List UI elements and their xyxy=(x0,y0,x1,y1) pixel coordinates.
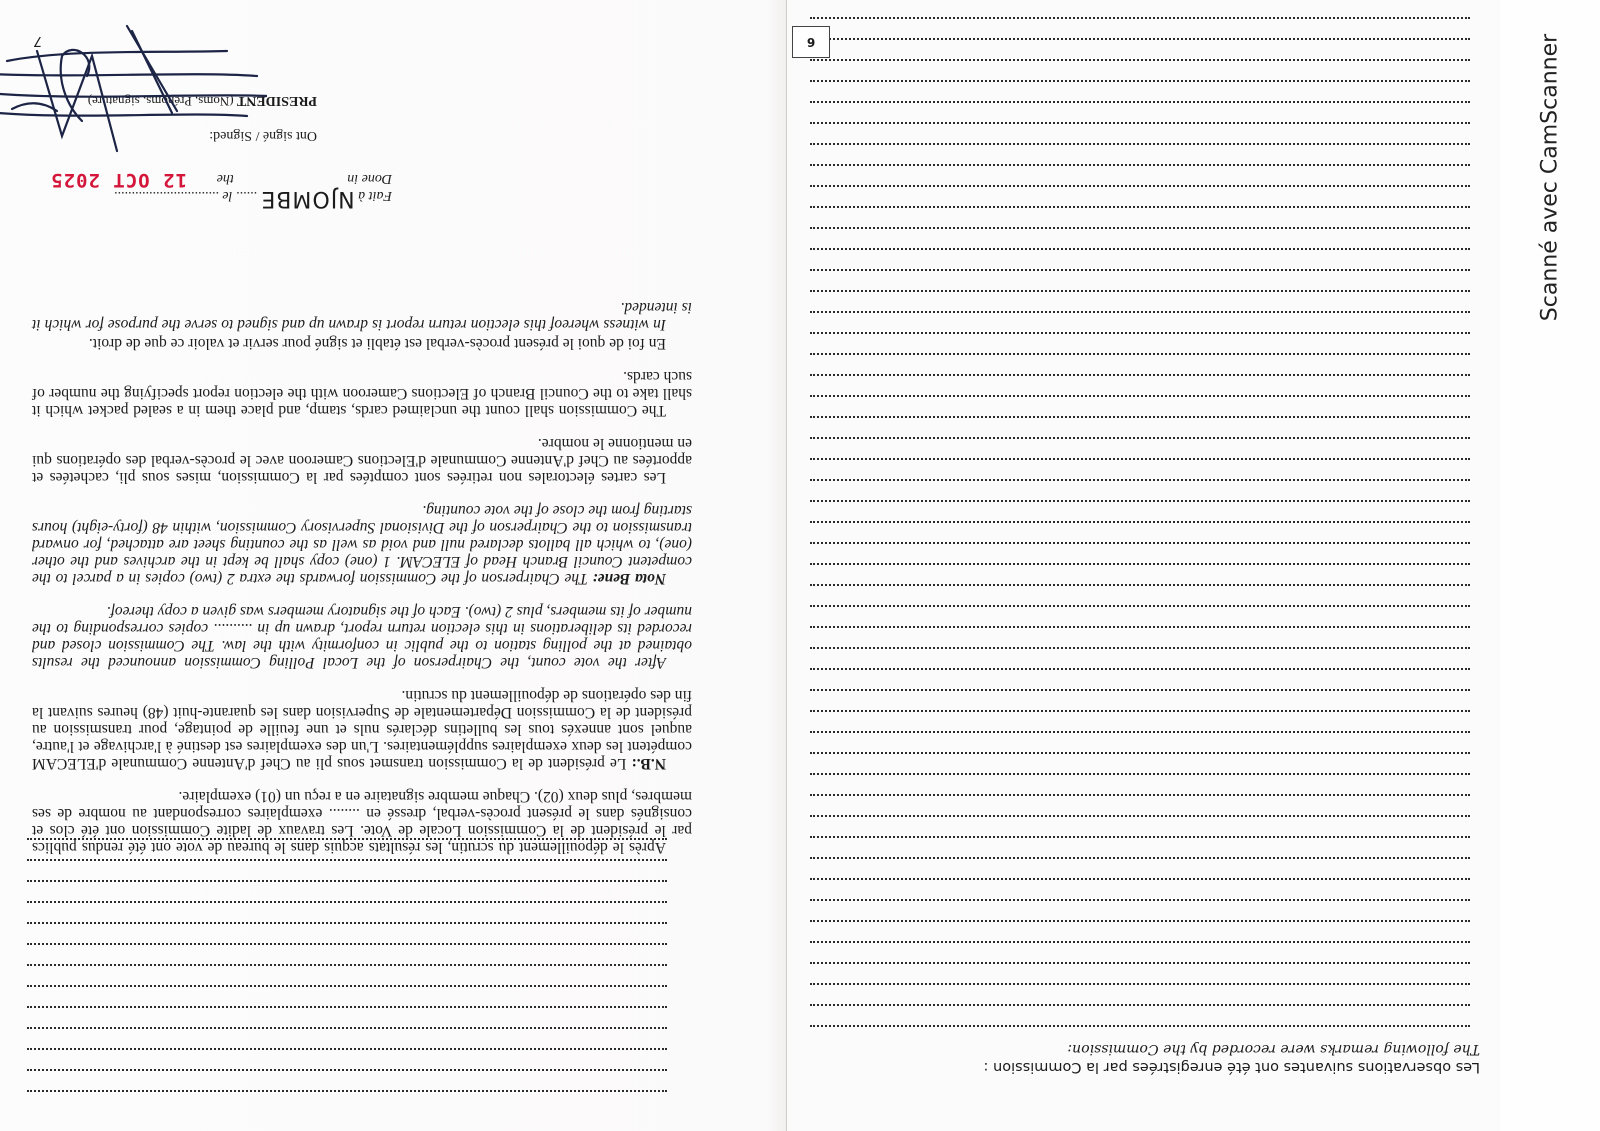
blank-line xyxy=(810,248,1470,269)
blank-line xyxy=(810,1004,1470,1025)
blank-line xyxy=(810,899,1470,920)
blank-line xyxy=(810,815,1470,836)
done-in-label: Done in xyxy=(347,171,392,186)
blank-line xyxy=(810,416,1470,437)
blank-line xyxy=(27,1090,667,1111)
blank-line xyxy=(810,773,1470,794)
blank-line xyxy=(810,206,1470,227)
president-hint: (Noms, Prénoms, signature) xyxy=(87,94,234,109)
fait-label: Fait à xyxy=(358,188,392,203)
observation-lines xyxy=(810,0,1470,1046)
blank-line xyxy=(810,101,1470,122)
paragraph-nb xyxy=(32,687,692,772)
blank-line xyxy=(810,17,1470,38)
blank-line xyxy=(27,922,667,943)
the-label: the xyxy=(216,171,234,186)
blank-line xyxy=(810,374,1470,395)
blank-line xyxy=(810,626,1470,647)
blank-line xyxy=(810,479,1470,500)
blank-line xyxy=(810,290,1470,311)
done-at-block: Fait à NJOMBE ...... le .............................. Done in the xyxy=(113,171,392,211)
observations-header-en: The following remarks were recorded by the Commission: xyxy=(1067,1041,1480,1057)
paragraph-nota xyxy=(32,502,692,587)
blank-line xyxy=(27,859,667,880)
paragraph-witness: In witness whereof this election return report is drawn up and signed to serve the purpose for which it is intended. xyxy=(32,299,692,333)
blank-line xyxy=(810,80,1470,101)
blank-line xyxy=(810,794,1470,815)
blank-line xyxy=(27,901,667,922)
camscanner-watermark xyxy=(1535,30,1565,330)
blank-line xyxy=(810,668,1470,689)
blank-line xyxy=(810,269,1470,290)
blank-line xyxy=(27,1006,667,1027)
blank-line xyxy=(810,941,1470,962)
blank-line xyxy=(810,59,1470,80)
blank-line xyxy=(810,395,1470,416)
blank-line xyxy=(27,1048,667,1069)
president-label: PRESIDENT xyxy=(236,93,317,108)
blank-line xyxy=(810,500,1470,521)
blank-line xyxy=(810,311,1470,332)
paragraph-cartes: Les cartes électorales non retirées sont comptées par la Commission, mises sous pli, cachetées et apportées au Chef d'Antenne Communale d'Elections Cameroon avec le procès-verbal des opérations qui en mentionne le nombre. xyxy=(32,435,692,486)
blank-lines xyxy=(27,838,667,1111)
blank-line xyxy=(810,332,1470,353)
blank-line xyxy=(810,437,1470,458)
paragraph-apres: Après le dépouillement du scrutin, les résultats acquis dans le bureau de vote ont été rendus publics par le président de la Commission Locale de Vote. Les travaux de ladite Commission ont été clos et consignés dans le présent procès-verbal, dressé en ........ exemplaires correspondant au nombre de ses membres, plus deux (02). Chaque membre signataire en a reçu un (01) exemplaire. xyxy=(32,788,692,856)
blank-line xyxy=(27,943,667,964)
blank-line xyxy=(810,647,1470,668)
blank-line xyxy=(27,1027,667,1048)
blank-line xyxy=(27,1069,667,1090)
signed-label: Ont signé / Signed: xyxy=(209,128,317,143)
page-number-box: 6 xyxy=(792,26,830,58)
page-6 xyxy=(786,0,1500,1131)
blank-line xyxy=(810,983,1470,1004)
blank-line xyxy=(810,1025,1470,1046)
blank-line xyxy=(810,185,1470,206)
blank-line xyxy=(810,920,1470,941)
blank-line xyxy=(810,689,1470,710)
blank-line xyxy=(810,38,1470,59)
nb-text: Le président de la Commission transmet sous pli au Chef d'Antenne Communale d'ELECAM compétent les deux exemplaires supplémentaires. L'un des exemplaires est destiné à l'archivage et l'autre, auquel sont annexés tous les bulletins déclarés nuls et une feuille de pointage, pour transmission au président de la Commission Départementale de Supervision dans les quarante-huit (48) heures suivant la fin des opérations de dépouillement du scrutin. xyxy=(31,687,692,772)
blank-line xyxy=(810,458,1470,479)
blank-line xyxy=(810,710,1470,731)
blank-line xyxy=(810,731,1470,752)
paragraph-cards: The Commission shall count the unclaimed cards, stamp, and place them in a sealed packet which it shall take to the Council Branch of Elections Cameroon with the election report specifying the number of such cards. xyxy=(32,368,692,419)
date-stamp: 12 OCT 2025 xyxy=(50,169,187,191)
blank-line xyxy=(810,353,1470,374)
blank-line xyxy=(810,962,1470,983)
page-number: 7 xyxy=(33,33,43,49)
blank-line xyxy=(810,857,1470,878)
nb-label: N.B.: xyxy=(631,755,666,772)
blank-line xyxy=(810,227,1470,248)
blank-line xyxy=(810,752,1470,773)
page-7 xyxy=(0,0,787,1131)
blank-line xyxy=(27,985,667,1006)
blank-line xyxy=(810,836,1470,857)
blank-line xyxy=(27,964,667,985)
watermark-text: Scanné avec CamScanner xyxy=(1537,33,1563,322)
blank-line xyxy=(810,164,1470,185)
place-handwritten: NJOMBE xyxy=(260,186,355,211)
paragraph-foi: En foi de quoi le présent procès-verbal est établi et signé pour servir et valoir ce que de droit. xyxy=(88,335,666,352)
blank-line xyxy=(810,122,1470,143)
blank-line xyxy=(810,605,1470,626)
nota-text: The Chairperson of the Commission forwards the extra 2 (two) copies in a parcel to the competent Council Branch Head of ELECAM. 1 (one) copy shall be kept in the archives and the other (one), to which all ballots declared null and void as well as the counting sheet are attached, for onward transmission to the Chairperson of the Divisional Supervisory Commission, within 48 (forty-eight) hours starting from the close of the vote counting. xyxy=(31,502,692,587)
blank-line xyxy=(27,880,667,901)
body-text xyxy=(32,283,692,856)
blank-line xyxy=(810,563,1470,584)
blank-line xyxy=(810,584,1470,605)
nota-label: Nota Bene: xyxy=(592,570,666,587)
blank-line xyxy=(810,542,1470,563)
blank-line xyxy=(810,878,1470,899)
observations-header-fr: Les observations suivantes ont été enregistrées par la Commission : xyxy=(983,1059,1480,1075)
paragraph-after-vote: After the vote count, the Chairperson of the Local Polling Commission announced the results obtained at the polling station to the public in conformity with the law. The Commission closed and recorded its deliberations in this election return report, drawn up in .......... copies corresponding to the number of its members, plus 2 (two). Each of the signatory members was given a copy thereof. xyxy=(32,603,692,671)
date-label: le xyxy=(222,188,233,203)
blank-line xyxy=(810,143,1470,164)
signature xyxy=(0,21,267,171)
blank-line xyxy=(810,0,1470,17)
blank-line xyxy=(810,521,1470,542)
